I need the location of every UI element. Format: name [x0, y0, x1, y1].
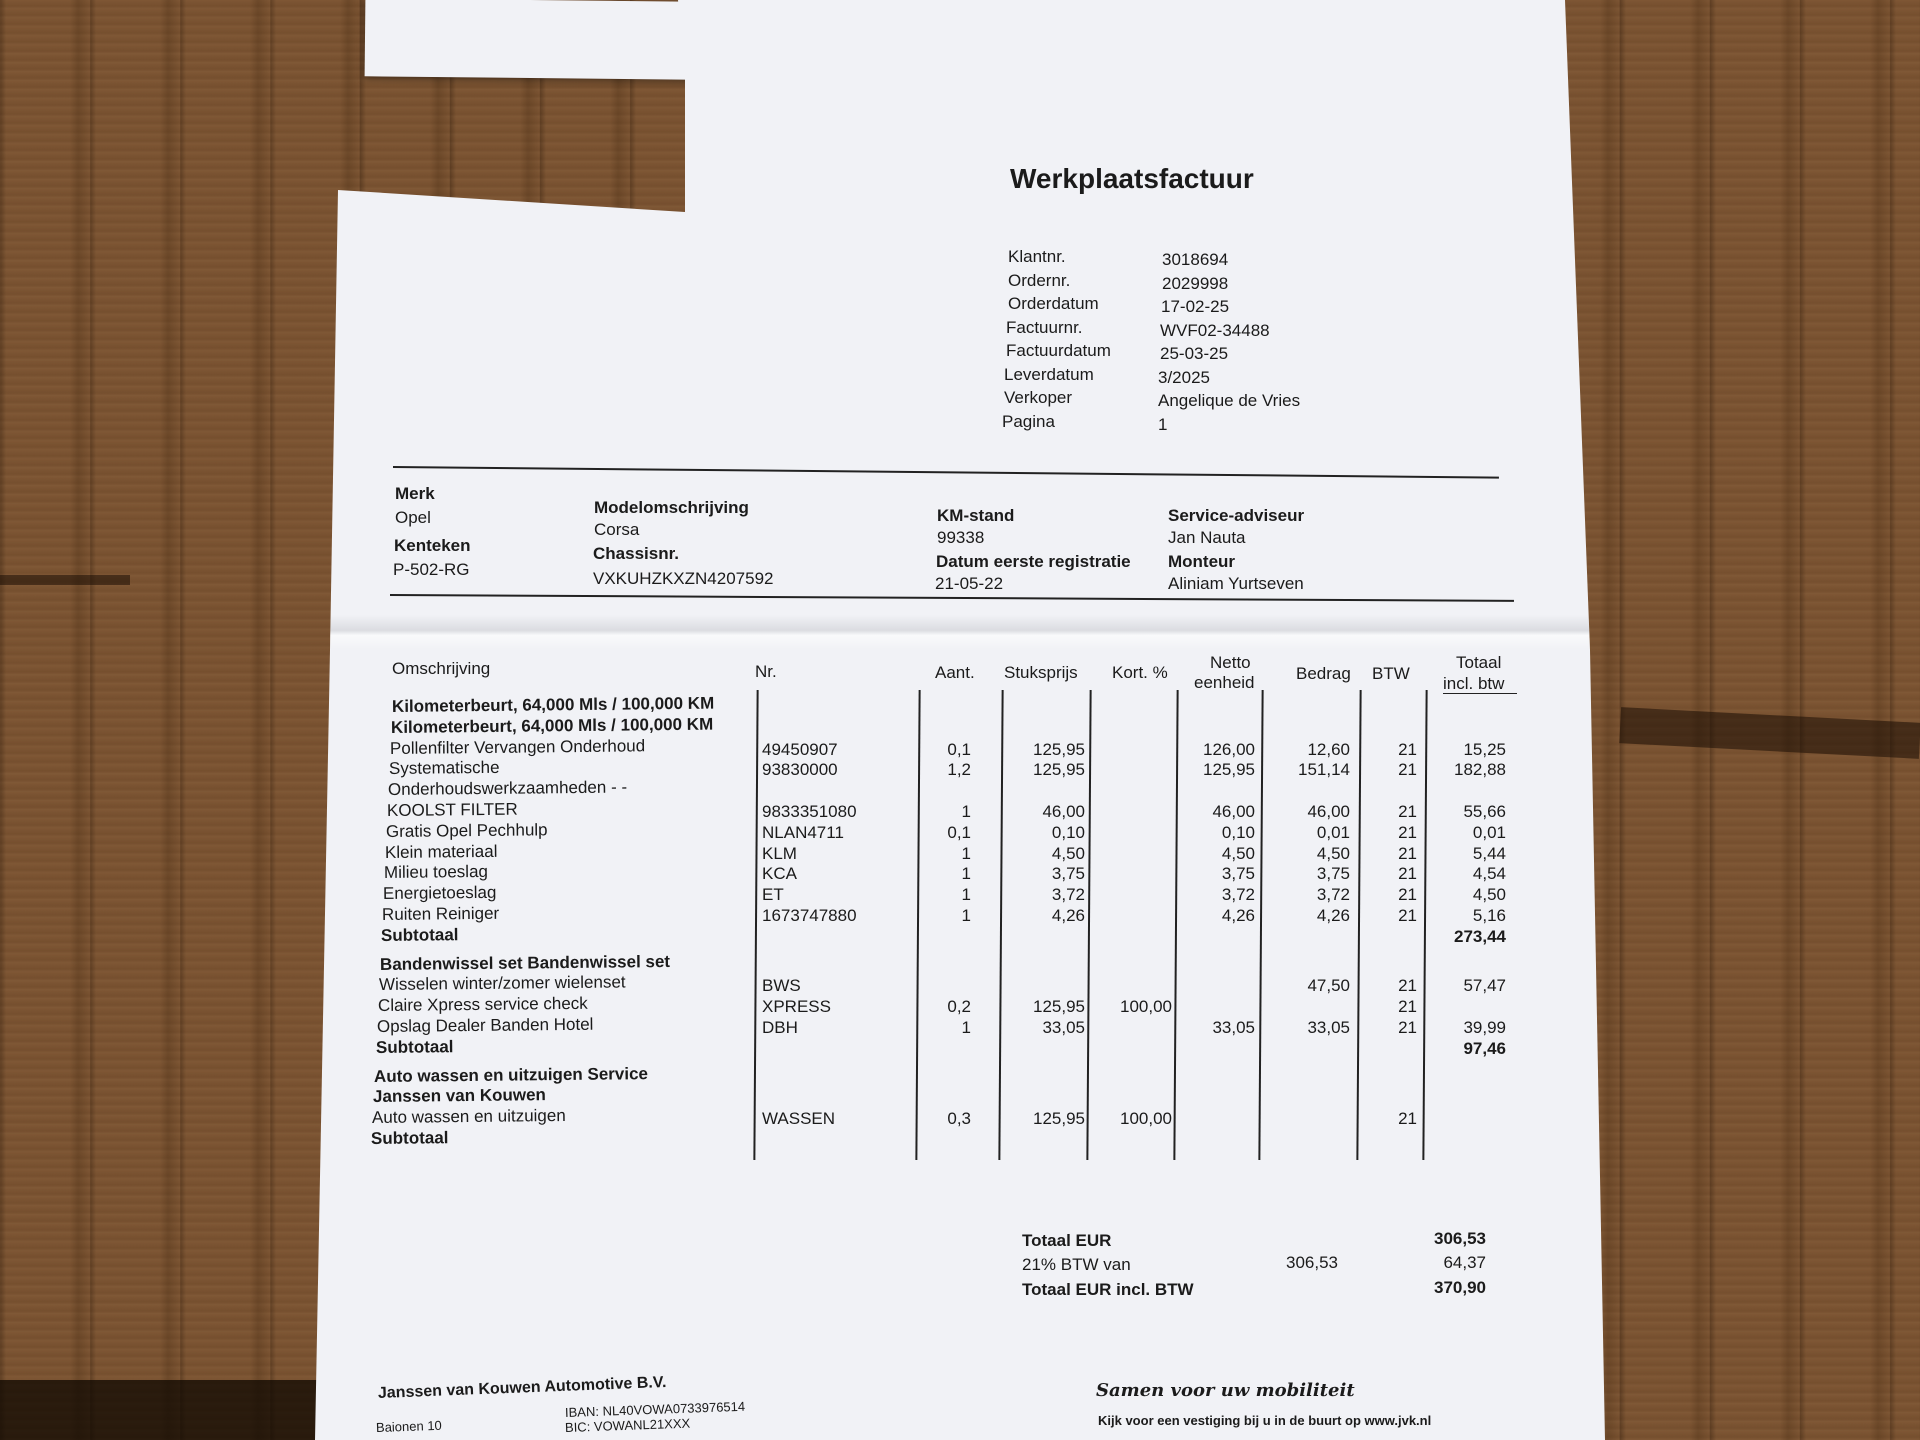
line-netto: 3,72 — [1221, 885, 1255, 905]
line-nr: 93830000 — [762, 760, 838, 780]
meta-value: WVF02-34488 — [1160, 320, 1270, 340]
line-description: Ruiten Reiniger — [381, 903, 500, 924]
line-kort: 100,00 — [1120, 1109, 1172, 1129]
line-aant: 0,1 — [947, 739, 971, 759]
line-totaal: 273,44 — [1454, 926, 1506, 946]
line-description: Claire Xpress service check — [377, 993, 588, 1016]
company-slogan: Samen voor uw mobiliteit — [1096, 1380, 1355, 1401]
incl-label: Totaal EUR incl. BTW — [1022, 1280, 1194, 1299]
line-netto: 46,00 — [1212, 802, 1255, 821]
line-btw: 21 — [1398, 997, 1417, 1017]
col-header-incl-btw: incl. btw — [1443, 674, 1505, 693]
line-btw: 21 — [1398, 822, 1417, 842]
col-header-nr: Nr. — [755, 662, 777, 681]
line-description: Subtotaal — [371, 1128, 449, 1148]
line-description: Subtotaal — [375, 1036, 454, 1057]
meta-label: Pagina — [1002, 411, 1055, 431]
line-bedrag: 47,50 — [1307, 976, 1350, 996]
line-stuks: 4,50 — [1051, 843, 1085, 863]
line-nr: 49450907 — [762, 739, 838, 759]
company-tagline: Kijk voor een vestiging bij u in de buurt op www.jvk.nl — [1098, 1413, 1432, 1428]
line-aant: 1 — [961, 885, 971, 905]
company-bic: BIC: VOWANL21XXX — [564, 1415, 691, 1435]
chassis-label: Chassisnr. — [593, 544, 679, 563]
meta-label: Leverdatum — [1004, 364, 1094, 384]
line-description: Wisselen winter/zomer wielenset — [378, 972, 626, 995]
line-btw: 21 — [1398, 739, 1417, 759]
line-btw: 21 — [1398, 885, 1417, 905]
wood-shadow — [0, 1380, 330, 1440]
line-description: Subtotaal — [380, 924, 459, 945]
totaal-value: 306,53 — [1434, 1229, 1486, 1248]
monteur-label: Monteur — [1168, 552, 1236, 571]
btw-label: 21% BTW van — [1022, 1255, 1131, 1274]
merk-value: Opel — [395, 508, 431, 527]
line-nr: KCA — [762, 864, 797, 884]
btw-value: 64,37 — [1443, 1253, 1486, 1272]
line-stuks: 3,75 — [1051, 864, 1085, 884]
line-stuks: 125,95 — [1033, 1109, 1085, 1129]
company-name: Janssen van Kouwen Automotive B.V. — [377, 1373, 667, 1402]
meta-label: Klantnr. — [1008, 247, 1066, 266]
totaal-label: Totaal EUR — [1022, 1231, 1112, 1250]
line-stuks: 0,10 — [1051, 822, 1085, 842]
line-aant: 0,3 — [947, 1109, 971, 1129]
line-aant: 1 — [961, 906, 971, 925]
col-header-totaal: Totaal — [1456, 653, 1502, 672]
meta-value: 2029998 — [1162, 273, 1229, 293]
line-bedrag: 33,05 — [1307, 1018, 1350, 1037]
line-bedrag: 0,01 — [1316, 822, 1350, 842]
line-nr: DBH — [762, 1018, 798, 1037]
line-totaal: 4,54 — [1472, 864, 1506, 884]
line-btw: 21 — [1398, 1109, 1417, 1129]
meta-label: Factuurdatum — [1006, 341, 1111, 360]
meta-label: Orderdatum — [1008, 294, 1099, 313]
col-header-netto: Netto — [1210, 653, 1251, 672]
line-totaal: 4,50 — [1472, 885, 1506, 905]
line-totaal: 0,01 — [1472, 822, 1506, 842]
line-bedrag: 3,72 — [1316, 885, 1350, 905]
line-nr: XPRESS — [762, 997, 831, 1017]
company-iban: IBAN: NL40VOWA0733976514 — [564, 1398, 746, 1420]
line-aant: 1,2 — [947, 760, 971, 780]
meta-label: Factuurnr. — [1006, 317, 1083, 337]
col-header-eenheid: eenheid — [1194, 673, 1255, 692]
line-description: Auto wassen en uitzuigen — [372, 1106, 567, 1128]
line-totaal: 182,88 — [1454, 760, 1506, 780]
line-stuks: 3,72 — [1051, 885, 1085, 905]
line-netto: 3,75 — [1221, 864, 1255, 884]
line-description: Bandenwissel set Bandenwissel set — [379, 951, 670, 974]
km-value: 99338 — [937, 528, 985, 547]
monteur-value: Aliniam Yurtseven — [1168, 574, 1304, 593]
line-description: Gratis Opel Pechhulp — [385, 820, 548, 841]
chassis-value: VXKUHZKXZN4207592 — [593, 569, 774, 588]
meta-label: Verkoper — [1004, 388, 1073, 407]
merk-label: Merk — [395, 484, 435, 503]
line-netto: 126,00 — [1203, 739, 1255, 759]
km-label: KM-stand — [937, 506, 1015, 525]
kenteken-value: P-502-RG — [393, 560, 470, 579]
line-description: Klein materiaal — [384, 841, 498, 862]
line-bedrag: 3,75 — [1316, 864, 1350, 884]
line-nr: 1673747880 — [762, 906, 857, 925]
line-aant: 0,2 — [947, 997, 971, 1017]
wood-knot — [0, 575, 130, 585]
incl-value: 370,90 — [1434, 1278, 1486, 1297]
line-description: Opslag Dealer Banden Hotel — [376, 1014, 594, 1036]
meta-label: Ordernr. — [1008, 270, 1071, 290]
line-btw: 21 — [1398, 802, 1417, 821]
line-nr: 9833351080 — [762, 802, 857, 821]
line-stuks: 125,95 — [1033, 760, 1085, 780]
meta-value: Angelique de Vries — [1158, 391, 1301, 410]
line-netto: 33,05 — [1212, 1018, 1255, 1037]
line-totaal: 97,46 — [1463, 1038, 1506, 1058]
meta-value: 25-03-25 — [1160, 344, 1229, 363]
line-aant: 1 — [961, 1018, 971, 1037]
line-totaal: 39,99 — [1463, 1018, 1506, 1037]
page-title: Werkplaatsfactuur — [1010, 163, 1254, 194]
col-header-bedrag: Bedrag — [1296, 664, 1351, 683]
col-header-omschrijving: Omschrijving — [392, 659, 491, 678]
line-description: Energietoeslag — [382, 883, 497, 904]
line-bedrag: 4,26 — [1316, 906, 1350, 925]
model-value: Corsa — [594, 520, 640, 539]
line-bedrag: 12,60 — [1307, 739, 1350, 759]
line-nr: ET — [762, 885, 784, 905]
company-address: Baionen 10 — [375, 1417, 443, 1435]
reg-label: Datum eerste registratie — [936, 552, 1131, 571]
line-totaal: 57,47 — [1463, 976, 1506, 996]
line-description: Kilometerbeurt, 64,000 Mls / 100,000 KM — [391, 693, 715, 716]
line-description: Onderhoudswerkzaamheden - - — [387, 777, 628, 800]
line-btw: 21 — [1398, 976, 1417, 996]
line-bedrag: 4,50 — [1316, 843, 1350, 863]
line-description: Pollenfilter Vervangen Onderhoud — [389, 735, 646, 758]
line-nr: KLM — [762, 843, 797, 863]
line-nr: NLAN4711 — [762, 822, 844, 842]
line-kort: 100,00 — [1120, 997, 1172, 1017]
reg-value: 21-05-22 — [935, 574, 1004, 593]
advisor-value: Jan Nauta — [1168, 528, 1246, 547]
line-stuks: 4,26 — [1051, 906, 1085, 925]
line-totaal: 5,16 — [1472, 906, 1506, 925]
model-label: Modelomschrijving — [594, 498, 749, 517]
line-nr: BWS — [762, 976, 801, 996]
line-description: Janssen van Kouwen — [373, 1085, 547, 1107]
line-aant: 1 — [961, 864, 971, 884]
line-aant: 0,1 — [947, 822, 971, 842]
line-netto: 125,95 — [1203, 760, 1255, 780]
line-stuks: 46,00 — [1042, 802, 1085, 821]
line-description: Milieu toeslag — [383, 862, 489, 883]
line-btw: 21 — [1398, 864, 1417, 884]
line-bedrag: 46,00 — [1307, 802, 1350, 821]
meta-value: 1 — [1158, 414, 1168, 434]
line-totaal: 5,44 — [1472, 843, 1506, 863]
meta-value: 3/2025 — [1158, 367, 1210, 387]
line-btw: 21 — [1398, 1018, 1417, 1037]
line-totaal: 55,66 — [1463, 802, 1506, 821]
col-header-aant: Aant. — [935, 663, 975, 682]
header-underline — [1443, 693, 1517, 694]
line-btw: 21 — [1398, 760, 1417, 780]
col-header-btw: BTW — [1372, 664, 1410, 683]
line-btw: 21 — [1398, 906, 1417, 925]
wood-knot — [1619, 707, 1920, 759]
line-stuks: 33,05 — [1042, 1018, 1085, 1037]
meta-value: 17-02-25 — [1161, 297, 1230, 316]
col-header-kort: Kort. % — [1112, 663, 1168, 682]
line-stuks: 125,95 — [1033, 997, 1085, 1017]
line-aant: 1 — [961, 802, 971, 821]
line-stuks: 125,95 — [1033, 739, 1085, 759]
line-netto: 4,26 — [1221, 906, 1255, 925]
line-description: Auto wassen en uitzuigen Service — [374, 1063, 649, 1086]
line-description: KOOLST FILTER — [386, 799, 518, 820]
col-header-stuksprijs: Stuksprijs — [1004, 663, 1078, 682]
back-paper — [365, 0, 696, 80]
line-netto: 4,50 — [1221, 843, 1255, 863]
line-description: Systematische — [388, 758, 500, 779]
meta-value: 3018694 — [1162, 250, 1229, 269]
line-netto: 0,10 — [1221, 822, 1255, 842]
line-btw: 21 — [1398, 843, 1417, 863]
kenteken-label: Kenteken — [394, 536, 471, 555]
paper-fold — [315, 615, 1605, 649]
btw-base: 306,53 — [1286, 1253, 1338, 1272]
line-totaal: 15,25 — [1463, 739, 1506, 759]
line-description: Kilometerbeurt, 64,000 Mls / 100,000 KM — [390, 714, 714, 737]
line-bedrag: 151,14 — [1298, 760, 1350, 780]
line-aant: 1 — [961, 843, 971, 863]
line-nr: WASSEN — [762, 1109, 836, 1129]
advisor-label: Service-adviseur — [1168, 506, 1305, 525]
